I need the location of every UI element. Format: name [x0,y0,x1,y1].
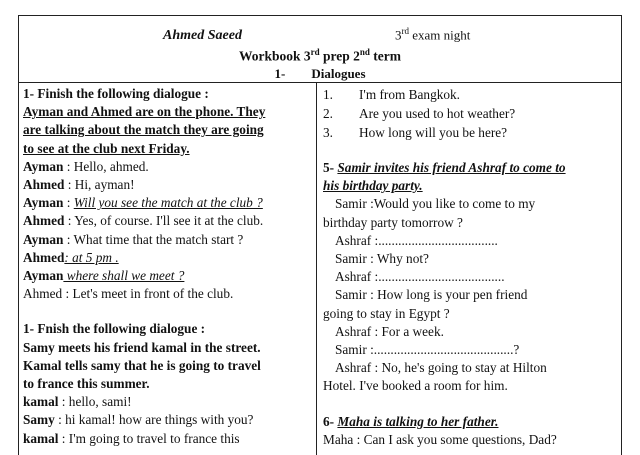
question-1-scenario-line: Ayman and Ahmed are on the phone. They [23,104,266,120]
dialogue-line: Ashraf :.................................... [335,232,498,248]
worksheet-page [18,15,622,455]
dialogue-line: kamal : hello, sami! [23,394,132,410]
dialogue-line: Samir : How long is your pen friend [335,287,528,303]
dialogue-line: Samir :..........................................? [335,342,520,358]
question-5-title-cont: his birthday party. [323,178,423,194]
question-2-scenario-line: Kamal tells samy that he is going to travel [23,357,261,373]
dialogue-line: Ayman : Will you see the match at the club ? [23,195,263,211]
dialogue-line: Samy : hi kamal! how are things with you? [23,412,254,428]
dialogue-line: Ayman : Hello, ahmed. [23,158,149,174]
author-name: Ahmed Saeed [163,28,242,43]
question-2-scenario-line: Samy meets his friend kamal in the street. [23,339,261,355]
question-6-title: 6- Maha is talking to her father. [323,413,499,429]
worksheet-header [19,16,621,83]
exam-night-label: 3rd exam night [395,26,471,43]
dialogue-line: Ahmed: at 5 pm . [23,249,119,265]
dialogue-line: Ahmed : Yes, of course. I'll see it at the club. [23,213,264,229]
question-1-title: 1- Finish the following dialogue : [23,86,209,101]
right-column [317,82,621,455]
dialogue-line-cont: Hotel. I've booked a room for him. [323,378,508,394]
question-1-scenario-line: are talking about the match they are going [23,122,264,138]
question-5-title: 5- Samir invites his friend Ashraf to come to [323,160,566,175]
dialogue-line: Ashraf : For a week. [335,323,444,339]
dialogue-line: Samir : Why not? [335,251,429,267]
answer-text: where shall we meet ? [63,268,185,284]
question-2-title: 1- Fnish the following dialogue : [23,321,206,337]
question-1-scenario-line: to see at the club next Friday. [23,140,190,156]
dialogue-line: Maha : Can I ask you some questions, Dad? [323,431,557,447]
list-item: 3. How long will you be here? [323,125,508,140]
dialogue-line-cont: going to stay in Egypt ? [323,305,450,321]
workbook-title: Workbook 3rd prep 2nd term [238,47,402,64]
dialogue-line: Ayman where shall we meet ? [23,268,185,284]
list-item: 2. Are you used to hot weather? [323,106,516,121]
dialogue-line: Ashraf :...................................... [335,269,505,285]
section-title: 1- Dialogues [274,66,366,81]
dialogue-line: Samir :Would you like to come to my [335,196,536,212]
list-item: 1. I'm from Bangkok. [323,87,460,102]
dialogue-line: Ashraf : No, he's going to stay at Hilton [335,360,547,376]
question-2-scenario-line: to france this summer. [23,376,150,392]
dialogue-line: kamal : I'm going to travel to france this [23,430,240,446]
dialogue-line-cont: birthday party tomorrow ? [323,214,463,230]
answer-text: Will you see the match at the club ? [73,195,263,211]
dialogue-line: Ayman : What time that the match start ? [23,231,244,247]
left-column [19,82,317,455]
dialogue-line: Ahmed : Let's meet in front of the club. [23,286,234,302]
dialogue-line: Ahmed : Hi, ayman! [23,177,135,193]
answer-text: : at 5 pm . [64,249,119,265]
